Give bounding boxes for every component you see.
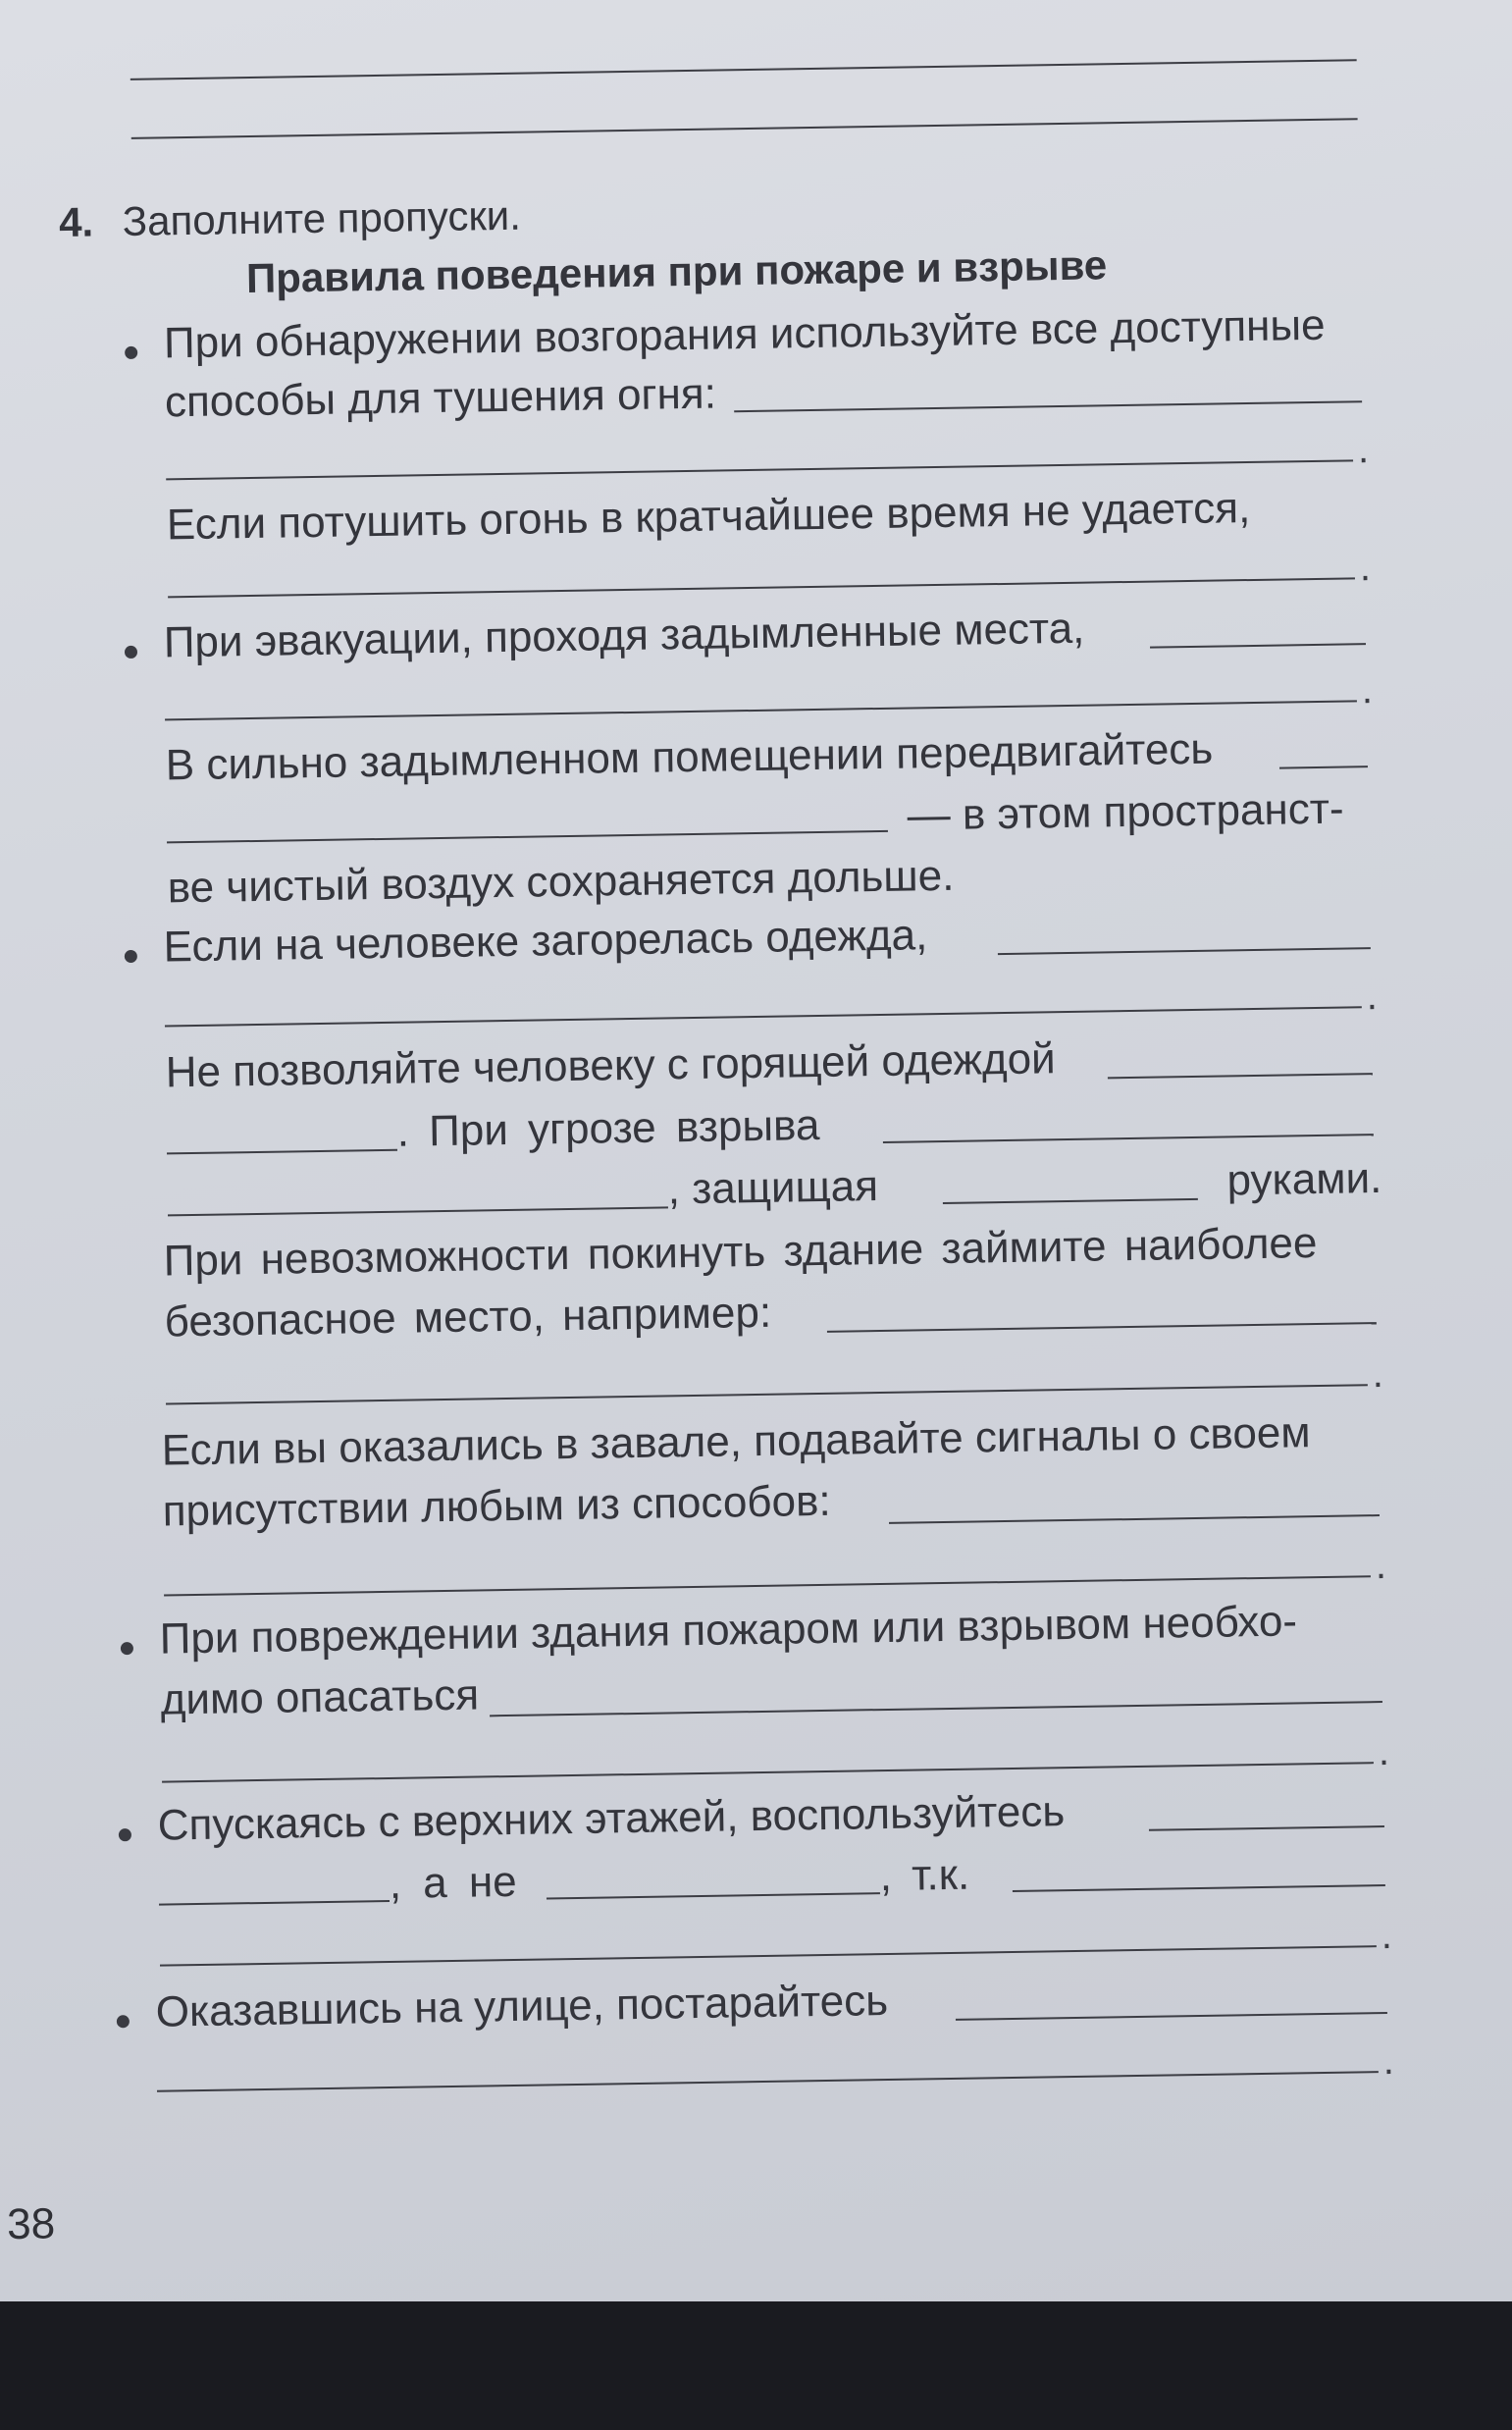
- dark-background: [0, 2301, 1512, 2430]
- answer-line[interactable]: [883, 1134, 1374, 1143]
- answer-line[interactable]: [1013, 1884, 1385, 1892]
- text-line: [167, 481, 1365, 551]
- answer-line[interactable]: [165, 700, 1357, 720]
- period-mark: .: [1366, 975, 1379, 1019]
- bullet-icon: [119, 1828, 131, 1841]
- bullet-icon: [125, 950, 137, 963]
- text-line: , а не: [389, 1857, 518, 1908]
- text-line: В сильно задымленном помещении передвигайтесь: [165, 724, 1214, 790]
- answer-line[interactable]: [547, 1892, 880, 1899]
- period-mark: .: [1372, 1351, 1384, 1397]
- answer-line[interactable]: [1279, 766, 1368, 768]
- bullet-icon: [125, 346, 137, 359]
- answer-line[interactable]: [998, 947, 1371, 955]
- period-mark: .: [1375, 1543, 1387, 1588]
- answer-line[interactable]: [889, 1514, 1380, 1524]
- answer-line[interactable]: [157, 2071, 1379, 2092]
- text-line: При невозможности покинуть здание займите наиболее: [163, 1219, 1318, 1286]
- bullet-icon: [121, 1642, 133, 1655]
- answer-line[interactable]: [159, 1900, 390, 1906]
- answer-line[interactable]: [1108, 1073, 1373, 1079]
- text-line: Если на человеке загорелась одежда,: [163, 911, 928, 972]
- period-mark: .: [1378, 1729, 1390, 1774]
- period-mark: .: [1382, 2038, 1395, 2084]
- answer-line[interactable]: [164, 1575, 1371, 1596]
- text-line: безопасное место, например:: [164, 1288, 772, 1347]
- answer-line[interactable]: [490, 1701, 1382, 1717]
- answer-line[interactable]: [943, 1198, 1198, 1204]
- task-instruction: Заполните пропуски.: [122, 191, 522, 245]
- answer-line[interactable]: [167, 830, 888, 844]
- bullet-icon: [117, 2015, 130, 2028]
- text-line: Спускаясь с верхних этажей, воспользуйтесь: [157, 1787, 1066, 1850]
- task-number: 4.: [58, 198, 94, 246]
- period-mark: .: [1361, 668, 1374, 713]
- answer-line[interactable]: [162, 1762, 1374, 1782]
- text-line: Оказавшись на улице, постарайтесь: [155, 1976, 889, 2036]
- answer-line[interactable]: [166, 459, 1353, 480]
- answer-line[interactable]: [1149, 1825, 1384, 1831]
- text-line: При обнаружении возгорания используйте все доступные: [163, 300, 1326, 368]
- text-line: димо опасаться: [160, 1670, 480, 1724]
- answer-line[interactable]: [166, 1384, 1368, 1404]
- text-line: . При угрозе взрыва: [396, 1100, 820, 1156]
- answer-line[interactable]: [131, 118, 1358, 139]
- answer-line[interactable]: [160, 1945, 1377, 1966]
- period-mark: .: [1359, 546, 1372, 590]
- text-line: , т.к.: [879, 1850, 970, 1901]
- answer-line[interactable]: [734, 400, 1362, 412]
- period-mark: .: [1381, 1913, 1393, 1958]
- answer-line[interactable]: [130, 59, 1357, 80]
- text-line: , защищая: [667, 1162, 879, 1214]
- text-line: присутствии любым из способов:: [162, 1476, 831, 1536]
- answer-line[interactable]: [168, 577, 1355, 598]
- section-title: Правила поведения при пожаре и взрыве: [245, 241, 1108, 302]
- answer-line[interactable]: [1150, 643, 1366, 648]
- text-line: способы для тушения огня:: [164, 369, 717, 427]
- bullet-icon: [125, 646, 137, 659]
- answer-line[interactable]: [956, 2012, 1387, 2021]
- text-line-content: Если потушить огонь в кратчайшее время не удается,: [166, 484, 1251, 550]
- answer-line[interactable]: [165, 1006, 1362, 1027]
- text-line: Не позволяйте человеку с горящей одеждой: [165, 1034, 1057, 1097]
- text-line: руками.: [1226, 1153, 1382, 1205]
- text-line: — в этом пространст-: [907, 784, 1344, 840]
- answer-line[interactable]: [168, 1206, 668, 1216]
- page-number: 38: [6, 2199, 56, 2249]
- text-line: При эвакуации, проходя задымленные места,: [163, 604, 1085, 667]
- answer-line[interactable]: [167, 1149, 397, 1155]
- answer-line[interactable]: [827, 1322, 1377, 1333]
- task-header: [59, 190, 522, 248]
- text-line: При повреждении здания пожаром или взрывом необхо-: [159, 1597, 1298, 1664]
- text-line: Если вы оказались в завале, подавайте сигналы о своем: [161, 1408, 1311, 1475]
- text-line: ве чистый воздух сохраняется дольше.: [167, 851, 955, 913]
- period-mark: .: [1357, 428, 1370, 472]
